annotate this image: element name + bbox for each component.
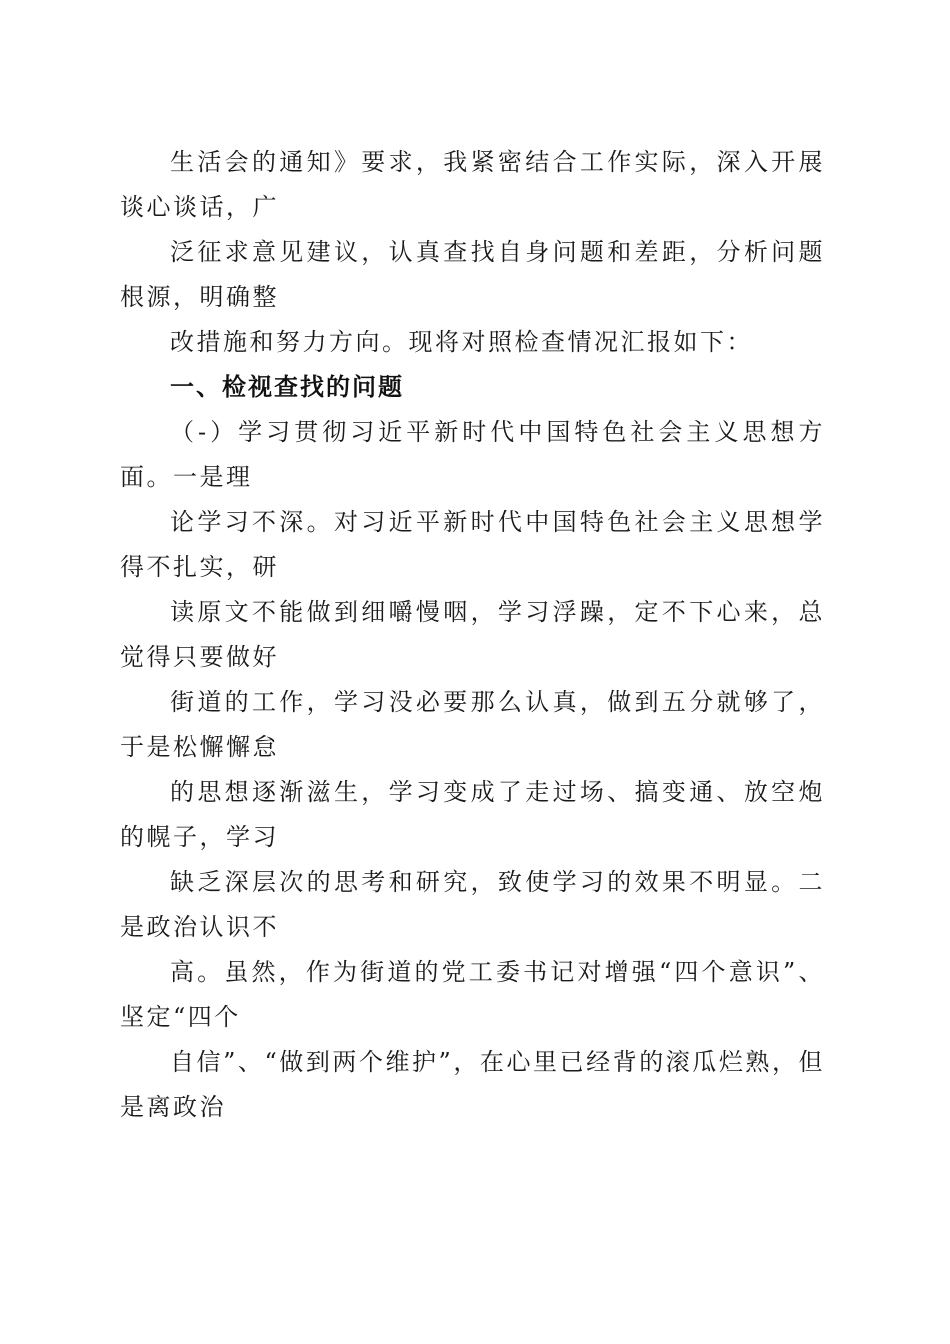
section-line-4: 街道的工作，学习没必要那么认真，做到五分就够了，于是松懈懈怠 [120,688,825,761]
section-line-6: 缺乏深层次的思考和研究，致使学习的效果不明显。二是政治认识不 [120,868,825,941]
section-line-2: 论学习不深。对习近平新时代中国特色社会主义思想学得不扎实，研 [120,508,825,581]
body-line-2: 泛征求意见建议，认真查找自身问题和差距，分析问题根源，明确整 [120,238,825,311]
section-line-7: 高。虽然，作为街道的党工委书记对增强“四个意识”、坚定“四个 [120,958,825,1031]
document-body [120,140,825,1130]
section-line-3: 读原文不能做到细嚼慢咽，学习浮躁，定不下心来，总觉得只要做好 [120,598,825,671]
section-heading: 一、检视查找的问题 [170,373,404,401]
section-line-1: （-）学习贯彻习近平新时代中国特色社会主义思想方面。一是理 [120,418,825,491]
body-line-1: 生活会的通知》要求，我紧密结合工作实际，深入开展谈心谈话，广 [120,148,825,221]
body-line-3: 改措施和努力方向。现将对照检查情况汇报如下： [170,328,753,356]
section-line-5: 的思想逐渐滋生，学习变成了走过场、搞变通、放空炮的幌子，学习 [120,778,825,851]
section-line-8: 自信”、“做到两个维护”，在心里已经背的滚瓜烂熟，但是离政治 [120,1048,825,1121]
